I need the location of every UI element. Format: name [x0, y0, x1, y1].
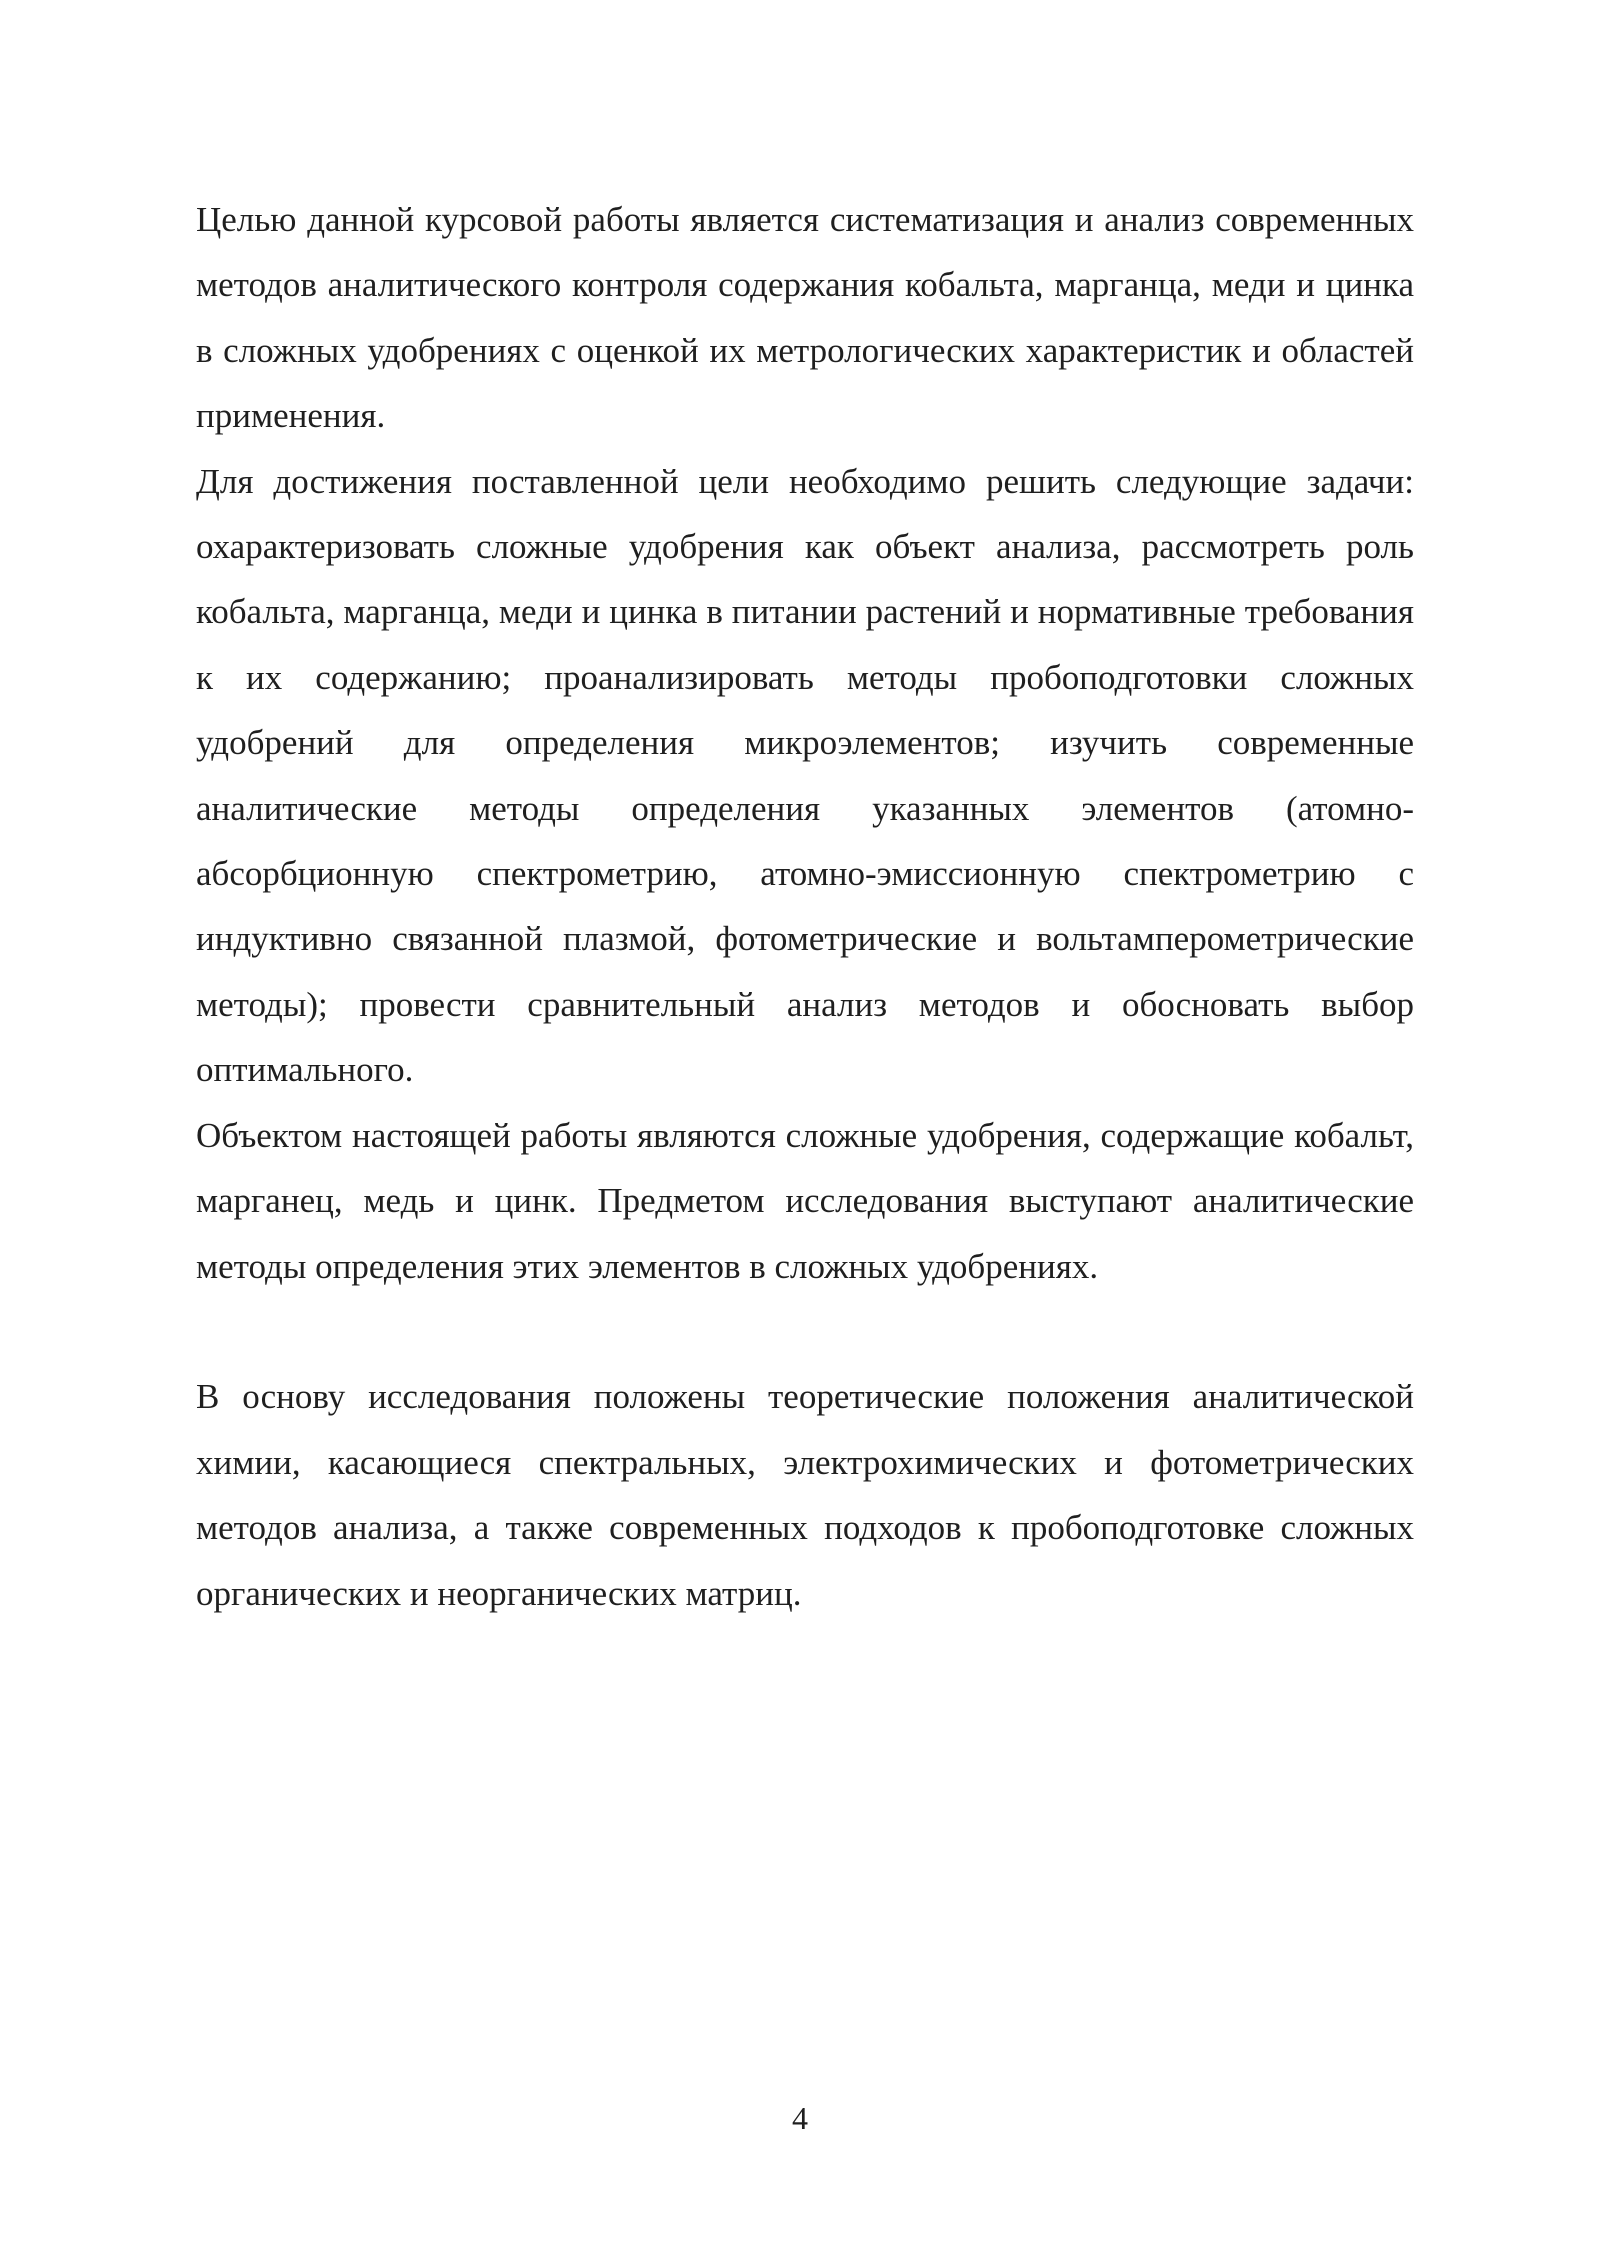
body-text: [196, 187, 1414, 1626]
paragraph-object-subject: Объектом настоящей работы являются сложные удобрения, содержащие кобальт, марганец, медь и цинк. Предметом исследования выступают аналитические методы определения этих элементов в сложных удобрениях.: [196, 1115, 1414, 1286]
page-number: 4: [792, 2100, 808, 2136]
paragraph-tasks: Для достижения поставленной цели необходимо решить следующие задачи: охарактеризовать сложные удобрения как объект анализа, рассмотреть роль кобальта, марганца, меди и цинка в питании растений и нормативные требования к их содержанию; проанализировать методы пробоподготовки сложных удобрений для определения микроэлементов; изучить современные аналитические методы определения указанных элементов (атомно-абсорбционную спектрометрию, атомно-эмиссионную спектрометрию с индуктивно связанной плазмой, фотометрические и вольтамперометрические методы); провести сравнительный анализ методов и обосновать выбор оптимального.: [196, 461, 1414, 1090]
paragraph-spacer: [196, 1299, 1414, 1364]
paragraph-goal: Целью данной курсовой работы является систематизация и анализ современных методов аналитического контроля содержания кобальта, марганца, меди и цинка в сложных удобрениях с оценкой их метрологических характеристик и областей применения.: [196, 200, 1414, 436]
paragraph-theoretical-basis: В основу исследования положены теоретические положения аналитической химии, касающиеся спектральных, электрохимических и фотометрических методов анализа, а также современных подходов к пробоподготовке сложных органических и неорганических матриц.: [196, 1377, 1414, 1613]
